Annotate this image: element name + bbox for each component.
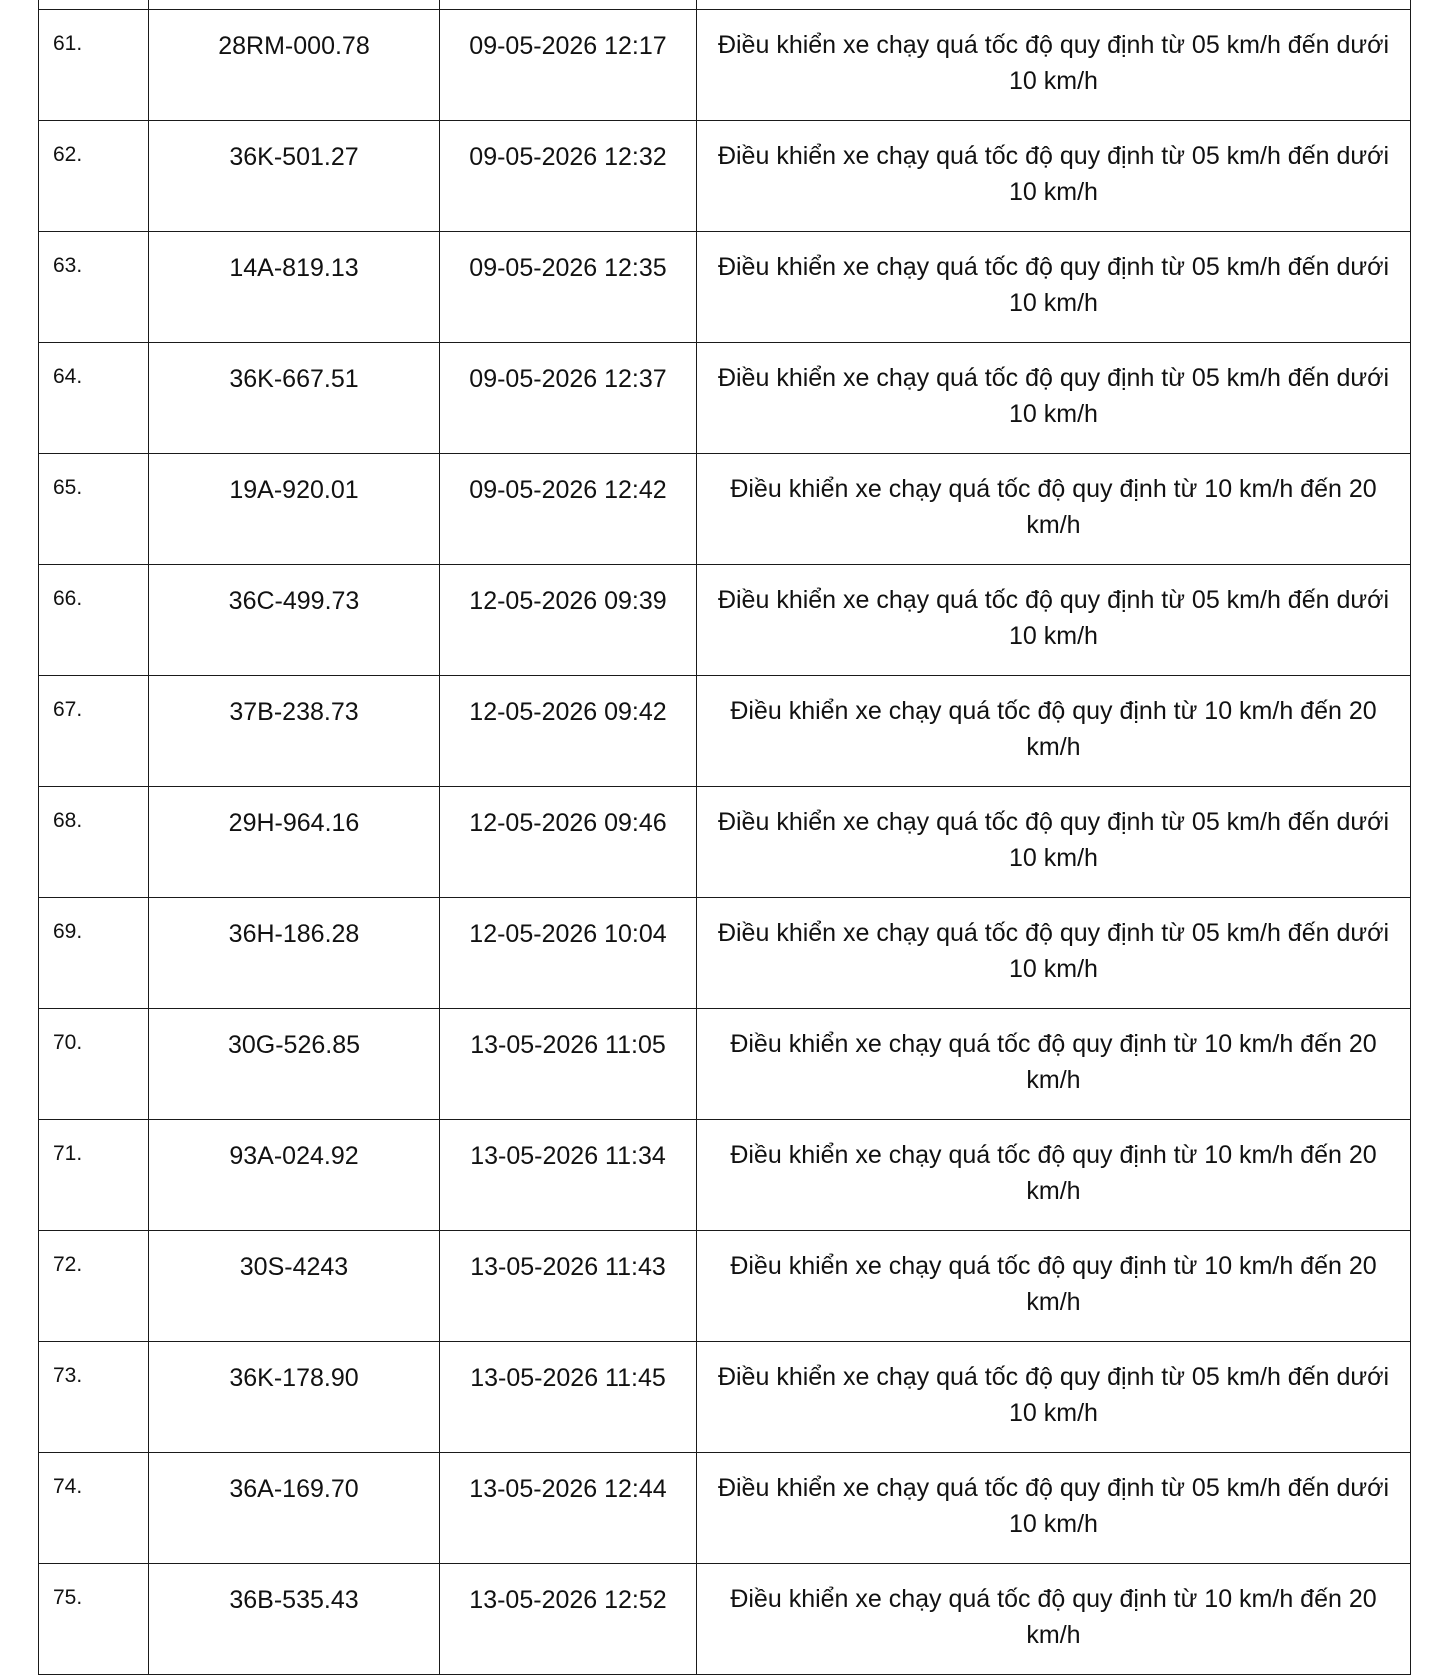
license-plate-cell: 29H-964.16: [149, 787, 440, 898]
violation-description-cell: Điều khiển xe chạy quá tốc độ quy định từ 10 km/h đến 20 km/h: [697, 454, 1411, 565]
license-plate-cell: 30G-526.85: [149, 1009, 440, 1120]
license-plate-cell: 30S-4243: [149, 1231, 440, 1342]
table-row: [39, 343, 1411, 454]
violation-description-cell: Điều khiển xe chạy quá tốc độ quy định từ 10 km/h đến 20 km/h: [697, 1231, 1411, 1342]
table-row: [39, 232, 1411, 343]
row-number-cell: 64.: [39, 343, 149, 454]
violation-time-cell: 13-05-2026 12:44: [440, 1453, 697, 1564]
row-number-cell: 62.: [39, 121, 149, 232]
row-number-cell: 68.: [39, 787, 149, 898]
violation-description-cell: Điều khiển xe chạy quá tốc độ quy định từ 05 km/h đến dưới 10 km/h: [697, 1453, 1411, 1564]
table-row: [39, 898, 1411, 1009]
table-row: [39, 787, 1411, 898]
violation-time-cell: 12-05-2026 09:46: [440, 787, 697, 898]
violation-description-cell: Điều khiển xe chạy quá tốc độ quy định từ 05 km/h đến dưới 10 km/h: [697, 343, 1411, 454]
violation-time-cell: 09-05-2026 12:37: [440, 343, 697, 454]
violation-time-cell: 13-05-2026 12:52: [440, 1564, 697, 1675]
violation-time-cell: 12-05-2026 10:04: [440, 898, 697, 1009]
table-row: [39, 1231, 1411, 1342]
row-number-cell: 71.: [39, 1120, 149, 1231]
violation-time-cell: 09-05-2026 12:42: [440, 454, 697, 565]
row-number-cell: 61.: [39, 10, 149, 121]
violation-time-cell: 13-05-2026 11:05: [440, 1009, 697, 1120]
violation-description-cell: Điều khiển xe chạy quá tốc độ quy định từ 05 km/h đến dưới 10 km/h: [697, 232, 1411, 343]
violation-description-cell: Điều khiển xe chạy quá tốc độ quy định từ 10 km/h đến 20 km/h: [697, 1009, 1411, 1120]
violation-time-cell: 09-05-2026 12:32: [440, 121, 697, 232]
violation-description-cell: Điều khiển xe chạy quá tốc độ quy định từ 05 km/h đến dưới 10 km/h: [697, 10, 1411, 121]
violation-description-cell: Điều khiển xe chạy quá tốc độ quy định từ 05 km/h đến dưới 10 km/h: [697, 787, 1411, 898]
table-row: [39, 454, 1411, 565]
license-plate-cell: 36K-501.27: [149, 121, 440, 232]
license-plate-cell: 19A-920.01: [149, 454, 440, 565]
violation-description-cell: Điều khiển xe chạy quá tốc độ quy định từ 10 km/h đến 20 km/h: [697, 1564, 1411, 1675]
row-number-cell: 67.: [39, 676, 149, 787]
license-plate-cell: 36K-667.51: [149, 343, 440, 454]
row-number-cell: 74.: [39, 1453, 149, 1564]
violation-time-cell: 13-05-2026 11:43: [440, 1231, 697, 1342]
row-number-cell: 73.: [39, 1342, 149, 1453]
violation-time-cell: 12-05-2026 09:42: [440, 676, 697, 787]
table-row: [39, 0, 1411, 10]
license-plate-cell: 37B-238.73: [149, 676, 440, 787]
violation-description-cell: Điều khiển xe chạy quá tốc độ quy định từ 05 km/h đến dưới 10 km/h: [697, 898, 1411, 1009]
table-row: [39, 1120, 1411, 1231]
license-plate-cell: 36B-535.43: [149, 1564, 440, 1675]
violation-time-cell: 09-05-2026 12:17: [440, 10, 697, 121]
license-plate-cell: 36H-186.28: [149, 898, 440, 1009]
violation-time-cell: 13-05-2026 11:34: [440, 1120, 697, 1231]
violations-table-container: [38, 0, 1410, 1675]
table-row: [39, 565, 1411, 676]
violations-table: [38, 0, 1411, 1675]
license-plate-cell: 14A-819.13: [149, 232, 440, 343]
license-plate-cell: 36C-499.73: [149, 565, 440, 676]
violation-time-cell: 13-05-2026 11:45: [440, 1342, 697, 1453]
table-row: [39, 676, 1411, 787]
row-number-cell: 70.: [39, 1009, 149, 1120]
row-number-cell: 66.: [39, 565, 149, 676]
license-plate-cell: 28RM-000.78: [149, 10, 440, 121]
table-row: [39, 1453, 1411, 1564]
table-row: [39, 121, 1411, 232]
license-plate-cell: 93A-024.92: [149, 1120, 440, 1231]
license-plate-cell: 36A-169.70: [149, 1453, 440, 1564]
table-row: [39, 1564, 1411, 1675]
violation-time-cell: 09-05-2026 12:35: [440, 232, 697, 343]
row-number-cell: 65.: [39, 454, 149, 565]
license-plate-cell: 36K-178.90: [149, 1342, 440, 1453]
violations-table-body: [39, 0, 1411, 1675]
violation-description-cell: Điều khiển xe chạy quá tốc độ quy định từ 10 km/h đến 20 km/h: [697, 676, 1411, 787]
violation-description-cell: [697, 0, 1411, 10]
row-number-cell: 69.: [39, 898, 149, 1009]
table-row: [39, 1009, 1411, 1120]
violation-description-cell: Điều khiển xe chạy quá tốc độ quy định từ 05 km/h đến dưới 10 km/h: [697, 1342, 1411, 1453]
row-number-cell: 63.: [39, 232, 149, 343]
license-plate-cell: [149, 0, 440, 10]
row-number-cell: 72.: [39, 1231, 149, 1342]
row-number-cell: [39, 0, 149, 10]
violation-description-cell: Điều khiển xe chạy quá tốc độ quy định từ 05 km/h đến dưới 10 km/h: [697, 121, 1411, 232]
violation-description-cell: Điều khiển xe chạy quá tốc độ quy định từ 10 km/h đến 20 km/h: [697, 1120, 1411, 1231]
violation-description-cell: Điều khiển xe chạy quá tốc độ quy định từ 05 km/h đến dưới 10 km/h: [697, 565, 1411, 676]
row-number-cell: 75.: [39, 1564, 149, 1675]
violation-time-cell: 12-05-2026 09:39: [440, 565, 697, 676]
table-row: [39, 10, 1411, 121]
violation-time-cell: [440, 0, 697, 10]
table-row: [39, 1342, 1411, 1453]
